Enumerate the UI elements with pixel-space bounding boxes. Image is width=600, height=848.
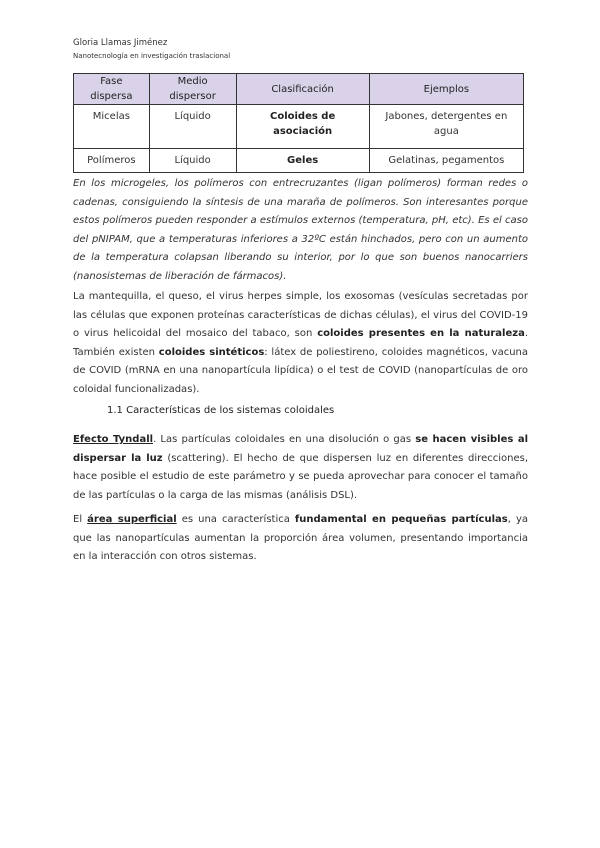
paragraph-microgeles: En los microgeles, los polímeros con entrecruzantes (ligan polímeros) forman redes o cadenas, consiguiendo la síntesis de una maraña de polímeros. Son interesantes porque estos polímeros pueden responder a estímulos externos (temperatura, pH, etc). Es el caso del pNIPAM, que a temperaturas inferiores a 32ºC están hinchados, pero con un aumento de la temperatura colapsan liberando su interior, por lo que son buenos nanocarriers (nanosistemas de liberación de fármacos).	[73, 178, 528, 282]
paragraph-surface-area: El área superficial es una característica fundamental en pequeñas partículas, ya que las nanopartículas aumentan la proporción área volumen, presentando importancia en la interacción con otros sistemas.	[73, 514, 529, 562]
bold-fundamental: fundamental en pequeñas partículas	[294, 514, 508, 525]
table-cell: Coloides de asociación	[236, 105, 369, 149]
bold-natural-colloids: coloides presentes en la naturaleza	[317, 328, 525, 339]
table-cell: Líquido	[149, 149, 236, 173]
table-header-row	[74, 74, 524, 105]
paragraph-tyndall: Efecto Tyndall. Las partículas coloidales en una disolución o gas se hacen visibles al dispersar la luz (scattering). El hecho de que dispersen luz en diferentes direcciones, hace posible el estudio de este parámetro y se pueda aprovechar para conocer el tamaño de las partículas o la carga de las mismas (análisis DSL).	[73, 434, 528, 501]
table-header: Clasificación	[236, 74, 369, 105]
table-cell: Jabones, detergentes en agua	[369, 105, 523, 149]
table-cell: Gelatinas, pegamentos	[369, 149, 523, 173]
term-tyndall: Efecto Tyndall	[73, 434, 154, 445]
section-heading: 1.1 Características de los sistemas coloidales	[107, 405, 335, 416]
table-row	[74, 149, 524, 173]
table-header: Ejemplos	[369, 74, 523, 105]
term-surface-area: área superficial	[87, 514, 177, 525]
table-cell: Geles	[236, 149, 369, 173]
header-author: Gloria Llamas Jiménez	[73, 38, 168, 48]
table-row	[74, 105, 524, 149]
table-header: Medio dispersor	[149, 74, 236, 105]
header-course: Nanotecnología en investigación traslacional	[73, 52, 231, 60]
table-cell: Micelas	[74, 105, 150, 149]
table-header: Fase dispersa	[74, 74, 150, 105]
bold-visible-light: se hacen visibles al dispersar la luz	[73, 434, 528, 464]
table-cell: Polímeros	[74, 149, 150, 173]
table-cell: Líquido	[149, 105, 236, 149]
colloid-table	[73, 73, 524, 173]
paragraph-natural-colloids: La mantequilla, el queso, el virus herpes simple, los exosomas (vesículas secretadas por las células que exponen proteínas características de dichas células), el virus del COVID-19 o virus helicoidal del mosaico del tabaco, son coloides presentes en la naturaleza. También existen coloides sintéticos: látex de poliestireno, coloides magnéticos, vacuna de COVID (mRNA en una nanopartícula lipídica) o el test de COVID (nanopartículas de oro coloidal funcionalizadas).	[73, 291, 529, 395]
bold-synthetic-colloids: coloides sintéticos	[158, 346, 265, 358]
